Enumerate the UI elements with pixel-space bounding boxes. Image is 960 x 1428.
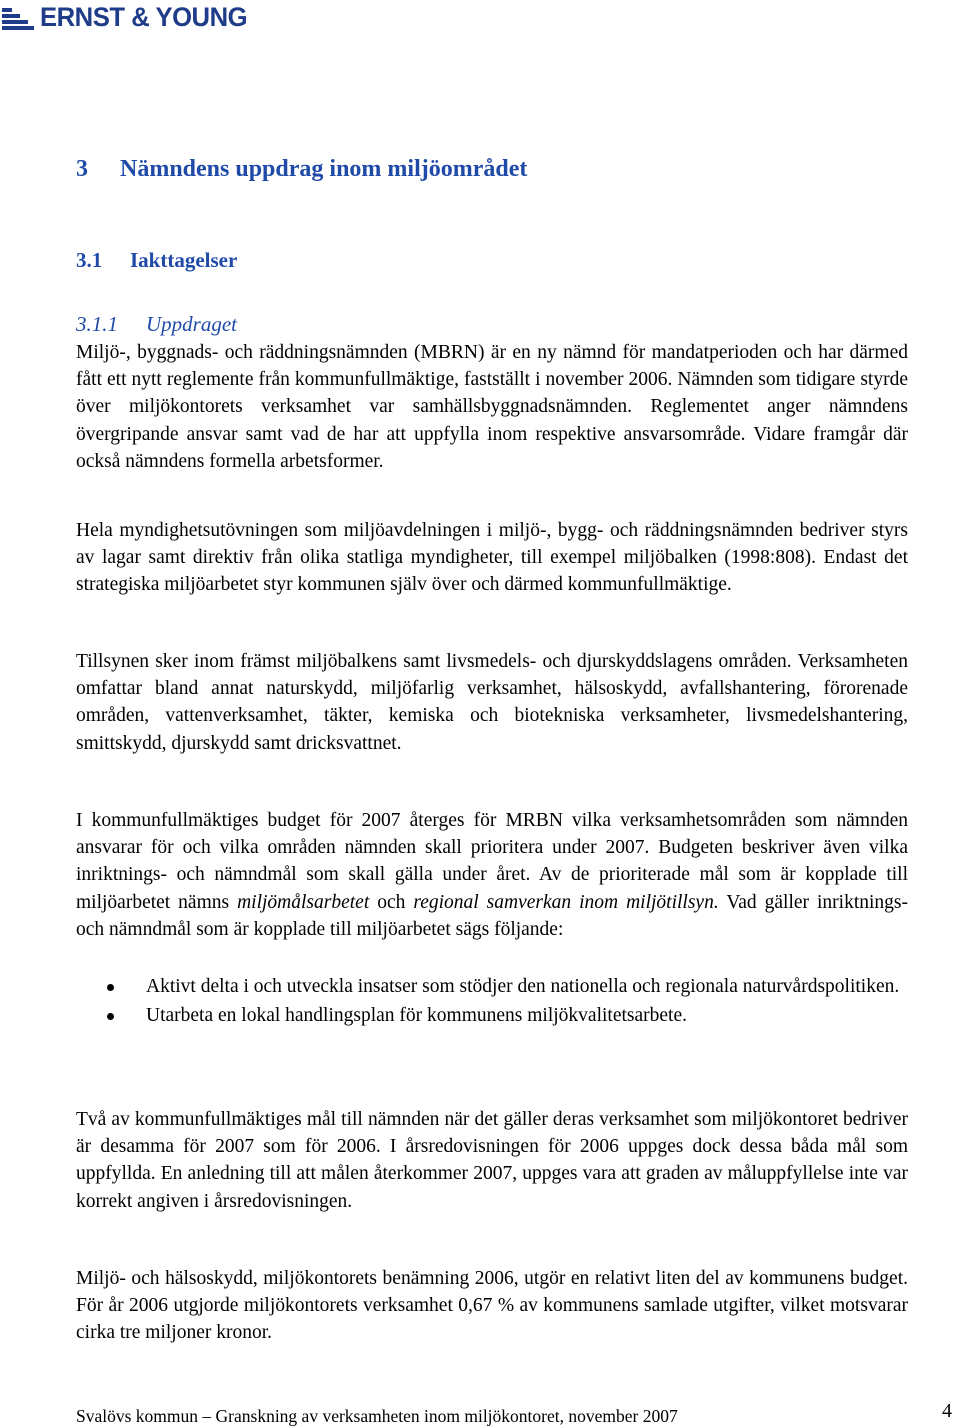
- logo-bars-icon: [0, 2, 36, 32]
- section-heading: [76, 156, 527, 183]
- section-title: Nämndens uppdrag inom miljöområdet: [120, 156, 528, 182]
- budget-text-end: Vad gäller inriktnings- och nämndmål som är kopplade till miljöarbetet sägs följande:: [76, 891, 908, 940]
- paragraph-supervision: Tillsynen sker inom främst miljöbalkens samt livsmedels- och djurskyddslagens områden. Verksamheten omfattar bland annat naturskydd, miljöfarlig verksamhet, hälsoskydd, avfallshantering, förorenade områden, vattenverksamhet, täkter, kemiska och biotekniska verksamheter, livsmedelshantering, smittskydd, djurskydd samt dricksvattnet.: [76, 651, 908, 754]
- subsection-number: 3.1: [76, 248, 103, 272]
- subsubsection-heading: [76, 312, 237, 337]
- paragraph-mandate: Miljö-, byggnads- och räddningsnämnden (MBRN) är en ny nämnd för mandatperioden och har därmed fått ett nytt reglemente från kommunfullmäktige, fastställt i november 2006. Nämnden som tidigare styrde över miljökontorets verksamhet var samhällsbyggnadsnämnden. Reglementet anger nämndens övergripande ansvar samt vad de har att uppfylla inom respektive ansvarsområde. Vidare framgår där också nämndens formella arbetsformer.: [76, 342, 908, 472]
- bullet-icon: [107, 984, 114, 991]
- subsubsection-title: Uppdraget: [146, 312, 237, 336]
- budget-goal-1: miljömålsarbetet: [237, 891, 370, 913]
- subsection-title: Iakttagelser: [130, 248, 238, 272]
- paragraph-council-goals: Två av kommunfullmäktiges mål till nämnden när det gäller deras verksamhet som miljökontoret bedriver är desamma för 2007 som för 2006. I årsredovisningen för 2006 uppges dock dessa båda mål som uppfyllda. En anledning till att målen återkommer 2007, uppges vara att graden av måluppfyllelse inte var korrekt angiven i årsredovisningen.: [76, 1109, 908, 1212]
- budget-text-start: I kommunfullmäktiges budget för 2007 återges för MRBN vilka verksamhetsområden som nämnden ansvarar för och vilka områden nämnden skall prioritera under 2007. Budgeten beskriver även vilka inriktnings- och nämndmål som skall gälla under året. Av de prioriterade mål som är kopplade till miljöarbetet nämns: [76, 810, 908, 913]
- list-item: [76, 973, 908, 1000]
- subsubsection-number: 3.1.1: [76, 312, 118, 336]
- section-number: 3: [76, 156, 88, 182]
- budget-text-and: och: [369, 891, 414, 913]
- bullet-icon: [107, 1013, 114, 1020]
- goal-bullet-list: [76, 973, 908, 1029]
- page-footer: Svalövs kommun – Granskning av verksamheten inom miljökontoret, november 2007: [76, 1406, 678, 1426]
- ernst-young-logo: [0, 0, 258, 34]
- subsection-heading: [76, 248, 237, 273]
- paragraph-budget-share: Miljö- och hälsoskydd, miljökontorets benämning 2006, utgör en relativt liten del av kommunens budget. För år 2006 utgjorde miljökontorets verksamhet 0,67 % av kommunens samlade utgifter, vilket motsvarar cirka tre miljoner kronor.: [76, 1268, 908, 1344]
- paragraph-authority: Hela myndighetsutövningen som miljöavdelningen i miljö-, bygg- och räddningsnämnden bedriver styrs av lagar samt direktiv från olika statliga myndigheter, till exempel miljöbalken (1998:808). Endast det strategiska miljöarbetet styr kommunen själv över och därmed kommunfullmäktige.: [76, 520, 908, 596]
- bullet-text: Aktivt delta i och utveckla insatser som stödjer den nationella och regionala naturvårdspolitiken.: [146, 976, 900, 997]
- paragraph-budget: [76, 807, 908, 943]
- list-item: [76, 1002, 908, 1029]
- budget-goal-2: regional samverkan inom miljötillsyn.: [413, 891, 719, 913]
- page-number: 4: [942, 1400, 952, 1422]
- bullet-text: Utarbeta en lokal handlingsplan för kommunens miljökvalitetsarbete.: [146, 1005, 687, 1027]
- logo-text: ERNST & YOUNG: [40, 1, 248, 32]
